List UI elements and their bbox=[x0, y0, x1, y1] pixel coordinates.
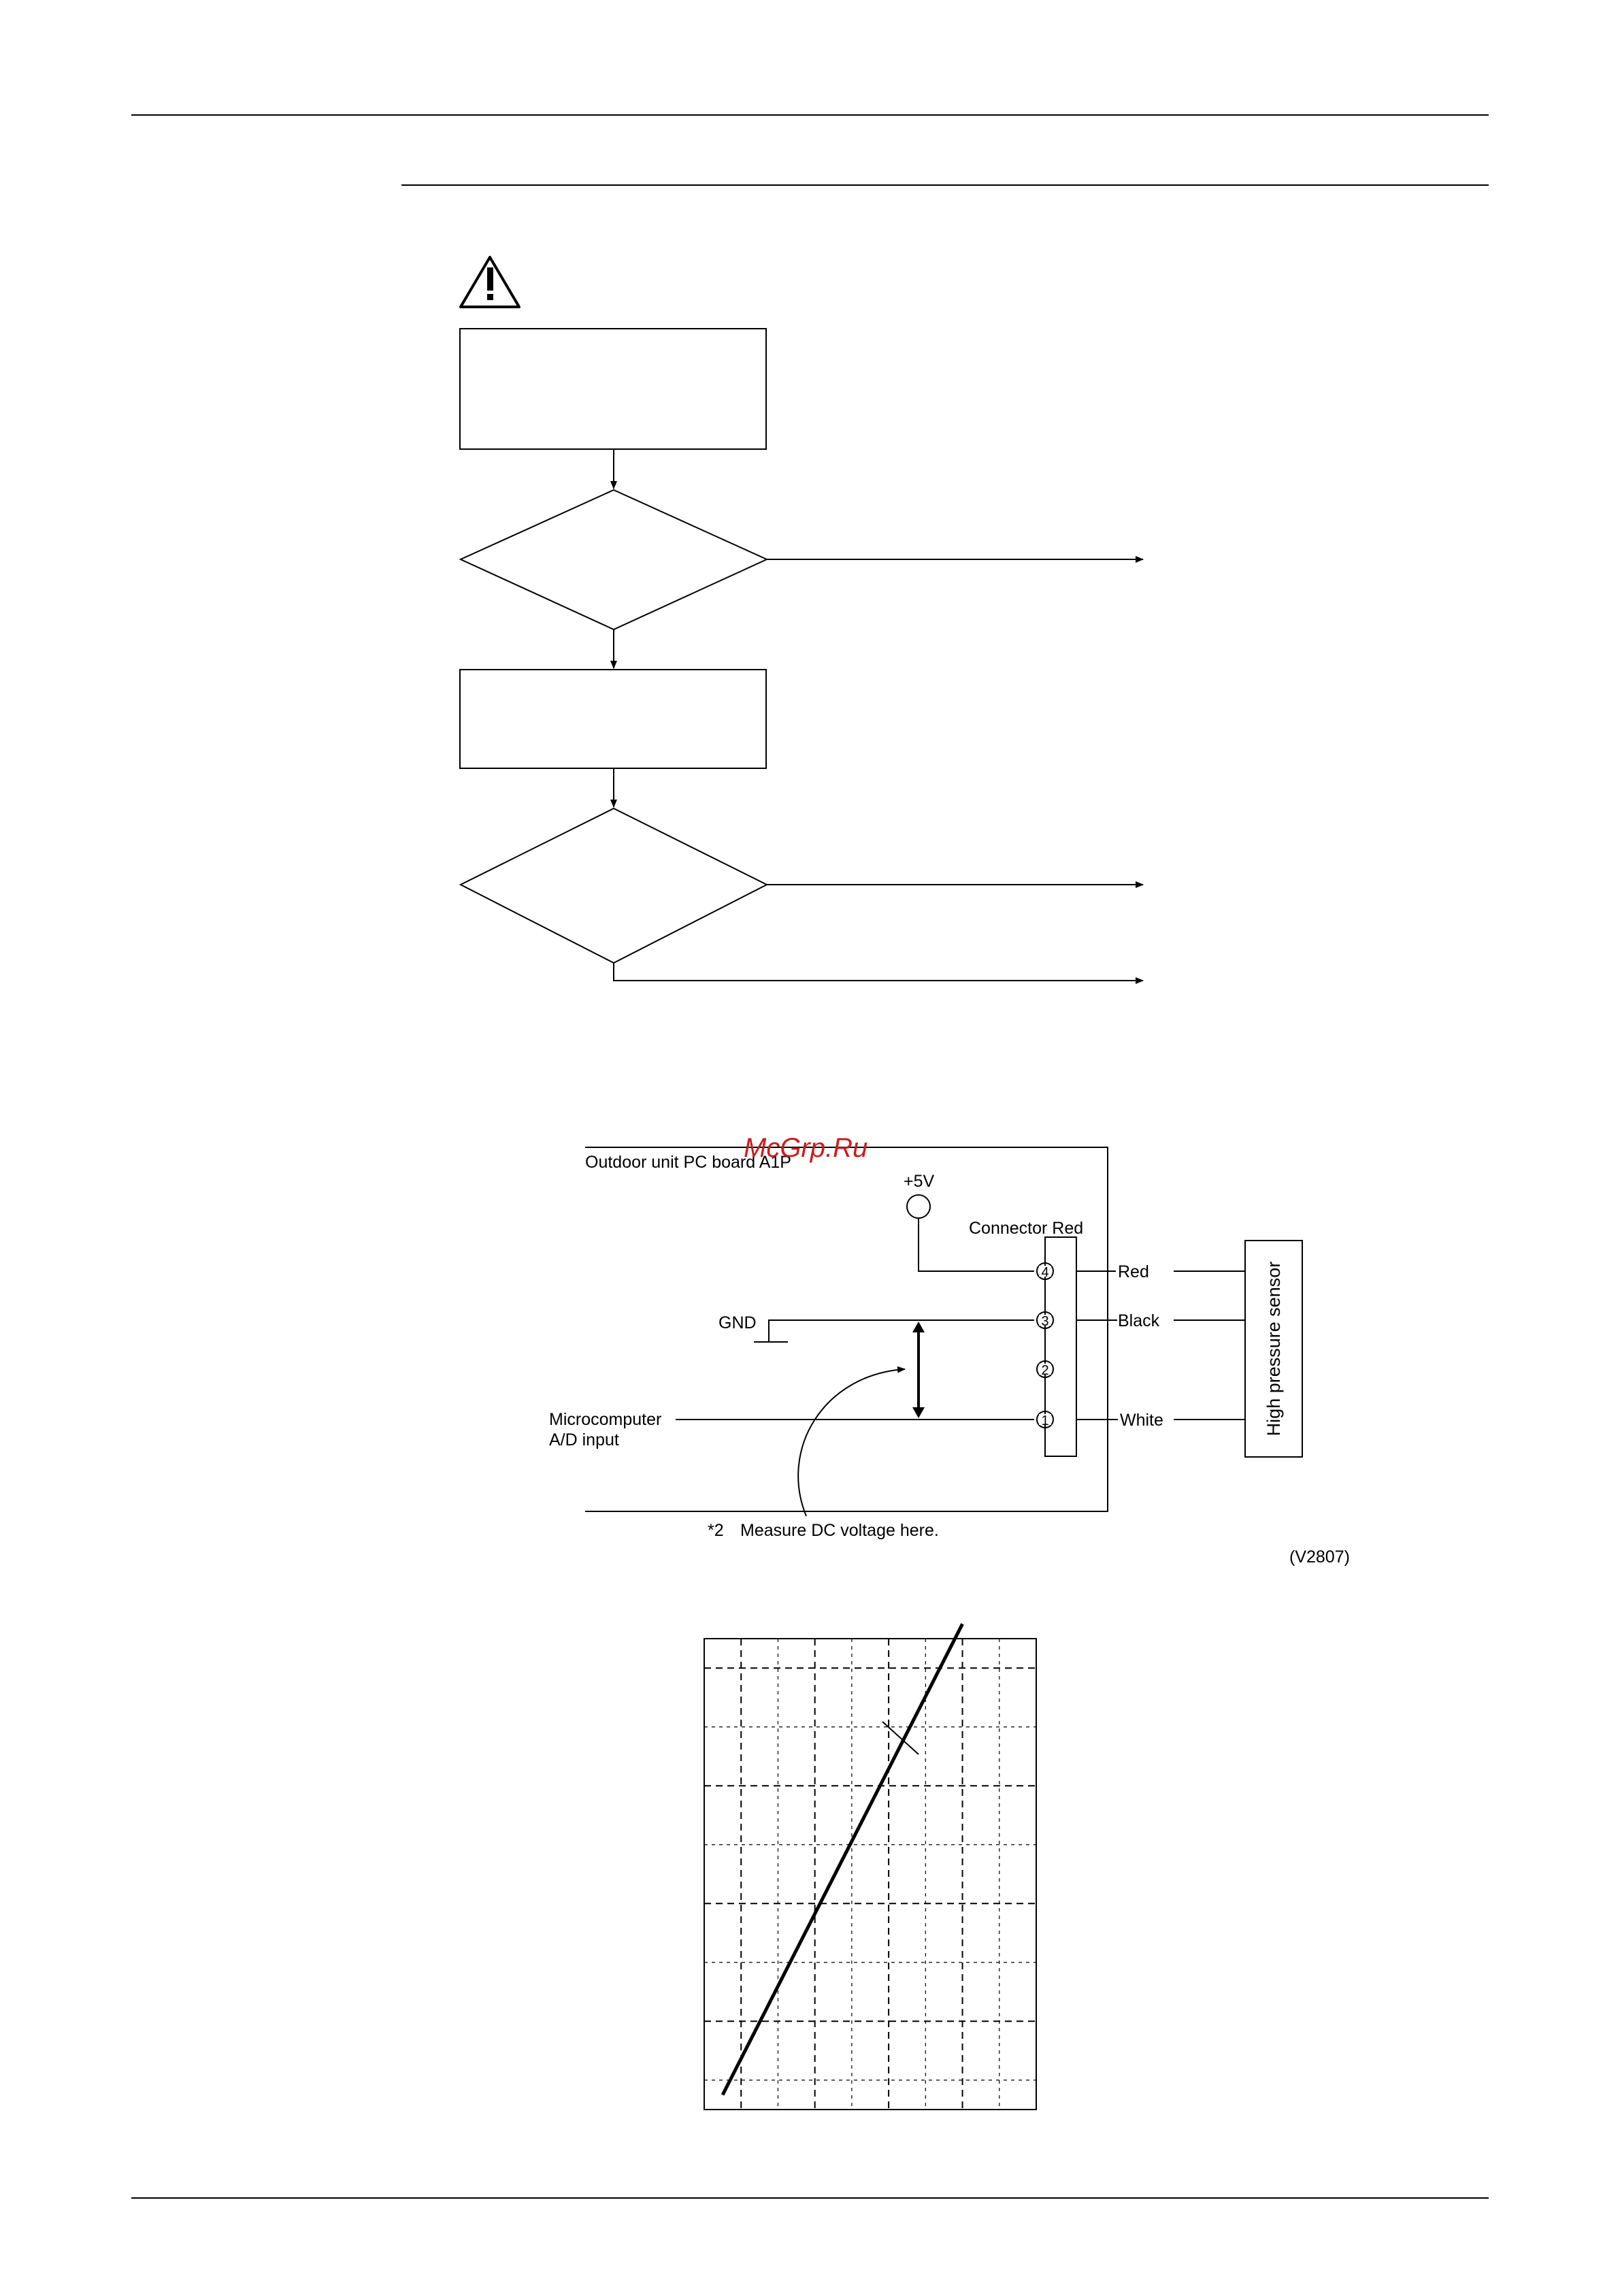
caution-icon bbox=[461, 257, 519, 307]
pin-4-label: 4 bbox=[1041, 1265, 1049, 1280]
board-label: Outdoor unit PC board A1P bbox=[585, 1153, 791, 1172]
mc-label-line2: A/D input bbox=[549, 1430, 619, 1449]
measure-note: Measure DC voltage here. bbox=[740, 1521, 939, 1540]
flow-decision-2 bbox=[461, 808, 767, 963]
wire-label-red: Red bbox=[1118, 1262, 1149, 1281]
flow-decision-1 bbox=[461, 490, 767, 629]
gnd-label: GND bbox=[718, 1313, 757, 1332]
wiring-diagram bbox=[549, 1133, 1350, 1567]
measurement-arrow bbox=[912, 1322, 925, 1418]
sensor-characteristic-chart bbox=[704, 1624, 1036, 2110]
characteristic-line bbox=[723, 1624, 962, 2095]
pin-1-label: 1 bbox=[1041, 1413, 1049, 1428]
pc-board-outline bbox=[585, 1147, 1108, 1511]
troubleshooting-flowchart bbox=[460, 329, 1143, 981]
measure-mark: *2 bbox=[708, 1521, 724, 1540]
chart-frame bbox=[704, 1639, 1036, 2110]
sensor-label: High pressure sensor bbox=[1263, 1261, 1284, 1437]
watermark: McGrp.Ru bbox=[744, 1133, 868, 1163]
connector-label: Connector Red bbox=[969, 1219, 1084, 1238]
figure-code: (V2807) bbox=[1289, 1547, 1350, 1567]
flow-step-box-1 bbox=[460, 329, 766, 449]
supply-label: +5V bbox=[904, 1172, 935, 1191]
chart-grid bbox=[704, 1639, 1036, 2110]
mc-label-line1: Microcomputer bbox=[549, 1410, 662, 1429]
flow-step-box-2 bbox=[460, 670, 766, 768]
wire-label-white: White bbox=[1120, 1411, 1163, 1430]
pin-2-label: 2 bbox=[1041, 1363, 1049, 1378]
wire-label-black: Black bbox=[1118, 1311, 1160, 1330]
supply-terminal bbox=[907, 1195, 930, 1218]
pin-3-label: 3 bbox=[1041, 1314, 1049, 1329]
